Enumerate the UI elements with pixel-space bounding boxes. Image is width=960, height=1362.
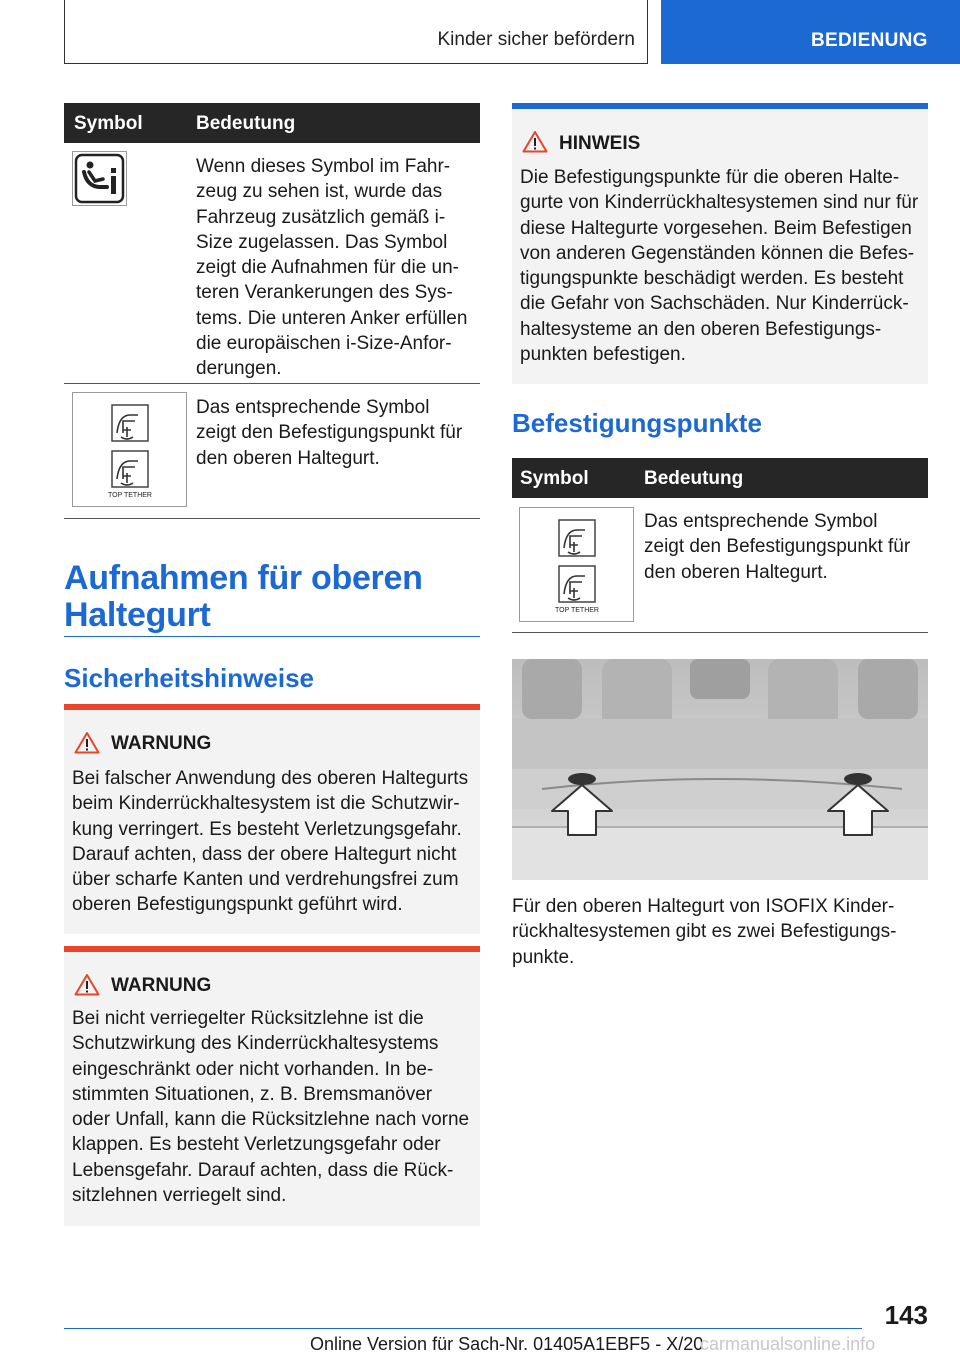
section-label: BEDIENUNG bbox=[811, 30, 928, 51]
rear-seat-photo bbox=[512, 659, 928, 880]
top-tether-label: TOP TETHER bbox=[108, 492, 152, 499]
isize-symbol-icon bbox=[72, 151, 127, 206]
right-table-header bbox=[512, 458, 928, 498]
header-section-box bbox=[661, 0, 960, 64]
subsection-title: Sicherheitshinweise bbox=[64, 663, 314, 693]
hint-box bbox=[512, 103, 928, 384]
row2-meaning: Das entsprechende Symbol zeigt den Befestigungspunkt für den oberen Haltegurt. bbox=[196, 397, 463, 469]
right-table-bottom-rule bbox=[512, 632, 928, 633]
warning-box-2 bbox=[64, 946, 480, 1226]
col-meaning-header: Bedeutung bbox=[644, 468, 744, 489]
hint-text: Die Befestigungspunkte für die oberen Halte- gurte von Kinderrückhaltesystemen sind nur für diese Haltegurte vorgesehen. Beim Befestigen von anderen Gegenständen können die Befes- tigungspunkte beschädigt werden. Es besteht die Gefahr von Sachschäden. Nur Kinderrück- haltesysteme an den oberen Befestigungs- punkten befestigen. bbox=[520, 167, 919, 366]
left-table-header bbox=[64, 103, 480, 143]
warning-box-1 bbox=[64, 704, 480, 934]
top-tether-symbol bbox=[519, 507, 634, 622]
photo-caption: Für den oberen Haltegurt von ISOFIX Kinder- rückhaltesystemen gibt es zwei Befestigungs- punkte. bbox=[512, 896, 897, 968]
warning-bar bbox=[64, 704, 480, 710]
section-title: Aufnahmen für oberen Haltegurt bbox=[64, 559, 423, 634]
section-title-rule bbox=[64, 636, 480, 637]
warning-text: Bei nicht verriegelter Rücksitzlehne ist die Schutzwirkung des Kinderrückhaltesystems eingeschränkt oder nicht vorhanden. In be- stimmten Situationen, z. B. Bremsmanöver oder Unfall, kann die Rücksitzlehne nach vorne klappen. Es besteht Verletzungsgefahr oder Lebensgefahr. Darauf achten, dass die Rück- sitzlehnen verriegelt sind. bbox=[72, 1008, 470, 1207]
warning-triangle-icon bbox=[74, 973, 100, 996]
chapter-title: Kinder sicher befördern bbox=[437, 29, 635, 50]
top-tether-symbol bbox=[72, 392, 187, 507]
footer-rule bbox=[64, 1328, 862, 1329]
right-row1-meaning: Das entsprechende Symbol zeigt den Befestigungspunkt für den oberen Haltegurt. bbox=[644, 511, 911, 583]
right-section-title: Befestigungspunkte bbox=[512, 408, 762, 438]
row1-meaning: Wenn dieses Symbol im Fahr- zeug zu sehen ist, wurde das Fahrzeug zusätzlich gemäß i- Size zugelassen. Das Symbol zeigt die Aufnahmen für die un- teren Verankerungen des Sys- tems. Die unteren Anker erfüllen die europäischen i-Size-Anfor- derungen. bbox=[196, 156, 468, 380]
warning-triangle-icon bbox=[74, 731, 100, 754]
hint-title: HINWEIS bbox=[559, 133, 641, 154]
col-symbol-header: Symbol bbox=[520, 468, 589, 489]
table-divider bbox=[64, 383, 480, 384]
col-meaning-header: Bedeutung bbox=[196, 113, 296, 134]
online-version-link[interactable]: Online Version für Sach-Nr. 01405A1EBF5 - X/20 bbox=[310, 1334, 704, 1354]
hint-triangle-icon bbox=[522, 130, 548, 153]
top-tether-label: TOP TETHER bbox=[555, 607, 599, 614]
warning-text: Bei falscher Anwendung des oberen Haltegurts beim Kinderrückhaltesystem ist die Schutzwir- kung verringert. Es besteht Verletzungsgefahr. Darauf achten, dass der obere Haltegurt nicht über scharfe Kanten und verdrehungsfrei zum oberen Befestigungspunkt geführt wird. bbox=[72, 768, 469, 916]
warning-title: WARNUNG bbox=[111, 975, 212, 996]
header-chapter-box bbox=[64, 0, 648, 64]
page-number: 143 bbox=[884, 1300, 928, 1330]
table-bottom-rule bbox=[64, 518, 480, 519]
col-symbol-header: Symbol bbox=[74, 113, 143, 134]
warning-bar bbox=[64, 946, 480, 952]
watermark: carmanualsonline.info bbox=[700, 1334, 876, 1354]
warning-title: WARNUNG bbox=[111, 733, 212, 754]
hint-bar bbox=[512, 103, 928, 109]
